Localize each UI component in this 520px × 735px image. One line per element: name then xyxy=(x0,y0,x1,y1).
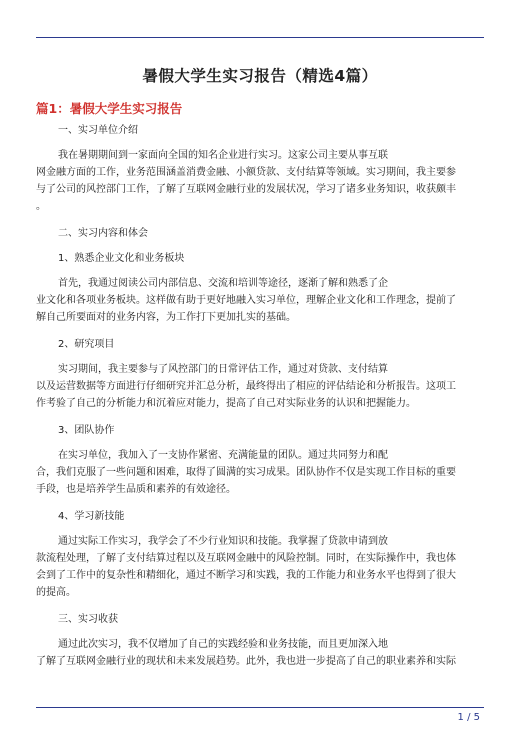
block-spacer xyxy=(36,525,480,533)
paragraph xyxy=(36,147,480,215)
block-spacer xyxy=(36,139,480,147)
paragraph-line: 会到了工作中的复杂性和精细化，通过不断学习和实践，我的工作能力和业务水平也得到了很大 xyxy=(36,570,456,581)
paragraph-line: 。 xyxy=(36,201,46,212)
subsection-heading: 3、团队协作 xyxy=(58,425,115,436)
paragraph xyxy=(36,361,480,412)
paragraph-line: 网金融方面的工作，业务范围涵盖消费金融、小额贷款、支付结算等领域。实习期间，我主要参 xyxy=(36,167,456,178)
paragraph-line: 解自己所要面对的业务内容，为工作打下更加扎实的基础。 xyxy=(36,312,296,323)
paragraph-line: 的提高。 xyxy=(36,587,76,598)
paragraph-line: 合，我们克服了一些问题和困难，取得了圆满的实习成果。团队协作不仅是实现工作目标的重要 xyxy=(36,467,456,478)
paragraph xyxy=(36,447,480,498)
paragraph xyxy=(36,275,480,326)
block-spacer xyxy=(36,412,480,422)
paragraph-line: 以及运营数据等方面进行仔细研究并汇总分析，最终得出了相应的评估结论和分析报告。这项工 xyxy=(36,381,456,392)
paragraph-line: 实习期间，我主要参与了风控部门的日常评估工作，通过对贷款、支付结算 xyxy=(58,364,388,375)
block-spacer xyxy=(36,215,480,225)
paragraph-line: 通过此次实习，我不仅增加了自己的实践经验和业务技能，而且更加深入地 xyxy=(58,639,388,650)
subsection-heading: 三、实习收获 xyxy=(58,614,118,625)
paragraph-line: 我在暑期期间到一家面向全国的知名企业进行实习。这家公司主要从事互联 xyxy=(58,150,388,161)
document-body xyxy=(36,122,480,670)
block-spacer xyxy=(36,439,480,447)
paragraph-line: 与了公司的风控部门工作，了解了互联网金融行业的发展状况，学习了诸多业务知识，收获颇丰 xyxy=(36,184,456,195)
block-spacer xyxy=(36,267,480,275)
paragraph-line: 款流程处理，了解了支付结算过程以及互联网金融中的风险控制。同时，在实际操作中，我也体 xyxy=(36,553,456,564)
document-title: 暑假大学生实习报告（精选4篇） xyxy=(142,67,378,85)
subsection-heading: 2、研究项目 xyxy=(58,339,115,350)
block-spacer xyxy=(36,242,480,250)
subsection-heading: 一、实习单位介绍 xyxy=(58,125,138,136)
block-spacer xyxy=(36,628,480,636)
paragraph-line: 首先，我通过阅读公司内部信息、交流和培训等途径，逐渐了解和熟悉了企 xyxy=(58,278,388,289)
block-spacer xyxy=(36,353,480,361)
block-spacer xyxy=(36,326,480,336)
subsection-heading: 4、学习新技能 xyxy=(58,511,125,522)
paragraph-line: 在实习单位，我加入了一支协作紧密、充满能量的团队。通过共同努力和配 xyxy=(58,450,388,461)
top-rule xyxy=(36,37,484,38)
paragraph xyxy=(36,636,480,670)
bottom-rule xyxy=(36,707,484,708)
paragraph-line: 业文化和各项业务板块。这样做有助于更好地融入实习单位，理解企业文化和工作理念，提前了 xyxy=(36,295,456,306)
subsection-heading: 1、熟悉企业文化和业务板块 xyxy=(58,253,185,264)
block-spacer xyxy=(36,601,480,611)
paragraph xyxy=(36,533,480,601)
block-spacer xyxy=(36,498,480,508)
paragraph-line: 了解了互联网金融行业的现状和未来发展趋势。此外，我也进一步提高了自己的职业素养和实际 xyxy=(36,656,456,667)
page-number: 1 / 5 xyxy=(457,712,480,723)
paragraph-line: 作考验了自己的分析能力和沉着应对能力，提高了自己对实际业务的认识和把握能力。 xyxy=(36,398,416,409)
paragraph-line: 通过实际工作实习，我学会了不少行业知识和技能。我掌握了贷款申请到放 xyxy=(58,536,388,547)
subsection-heading: 二、实习内容和体会 xyxy=(58,228,148,239)
section-heading: 篇1：暑假大学生实习报告 xyxy=(36,101,183,116)
paragraph-line: 手段，也是培养学生品质和素养的有效途径。 xyxy=(36,484,236,495)
